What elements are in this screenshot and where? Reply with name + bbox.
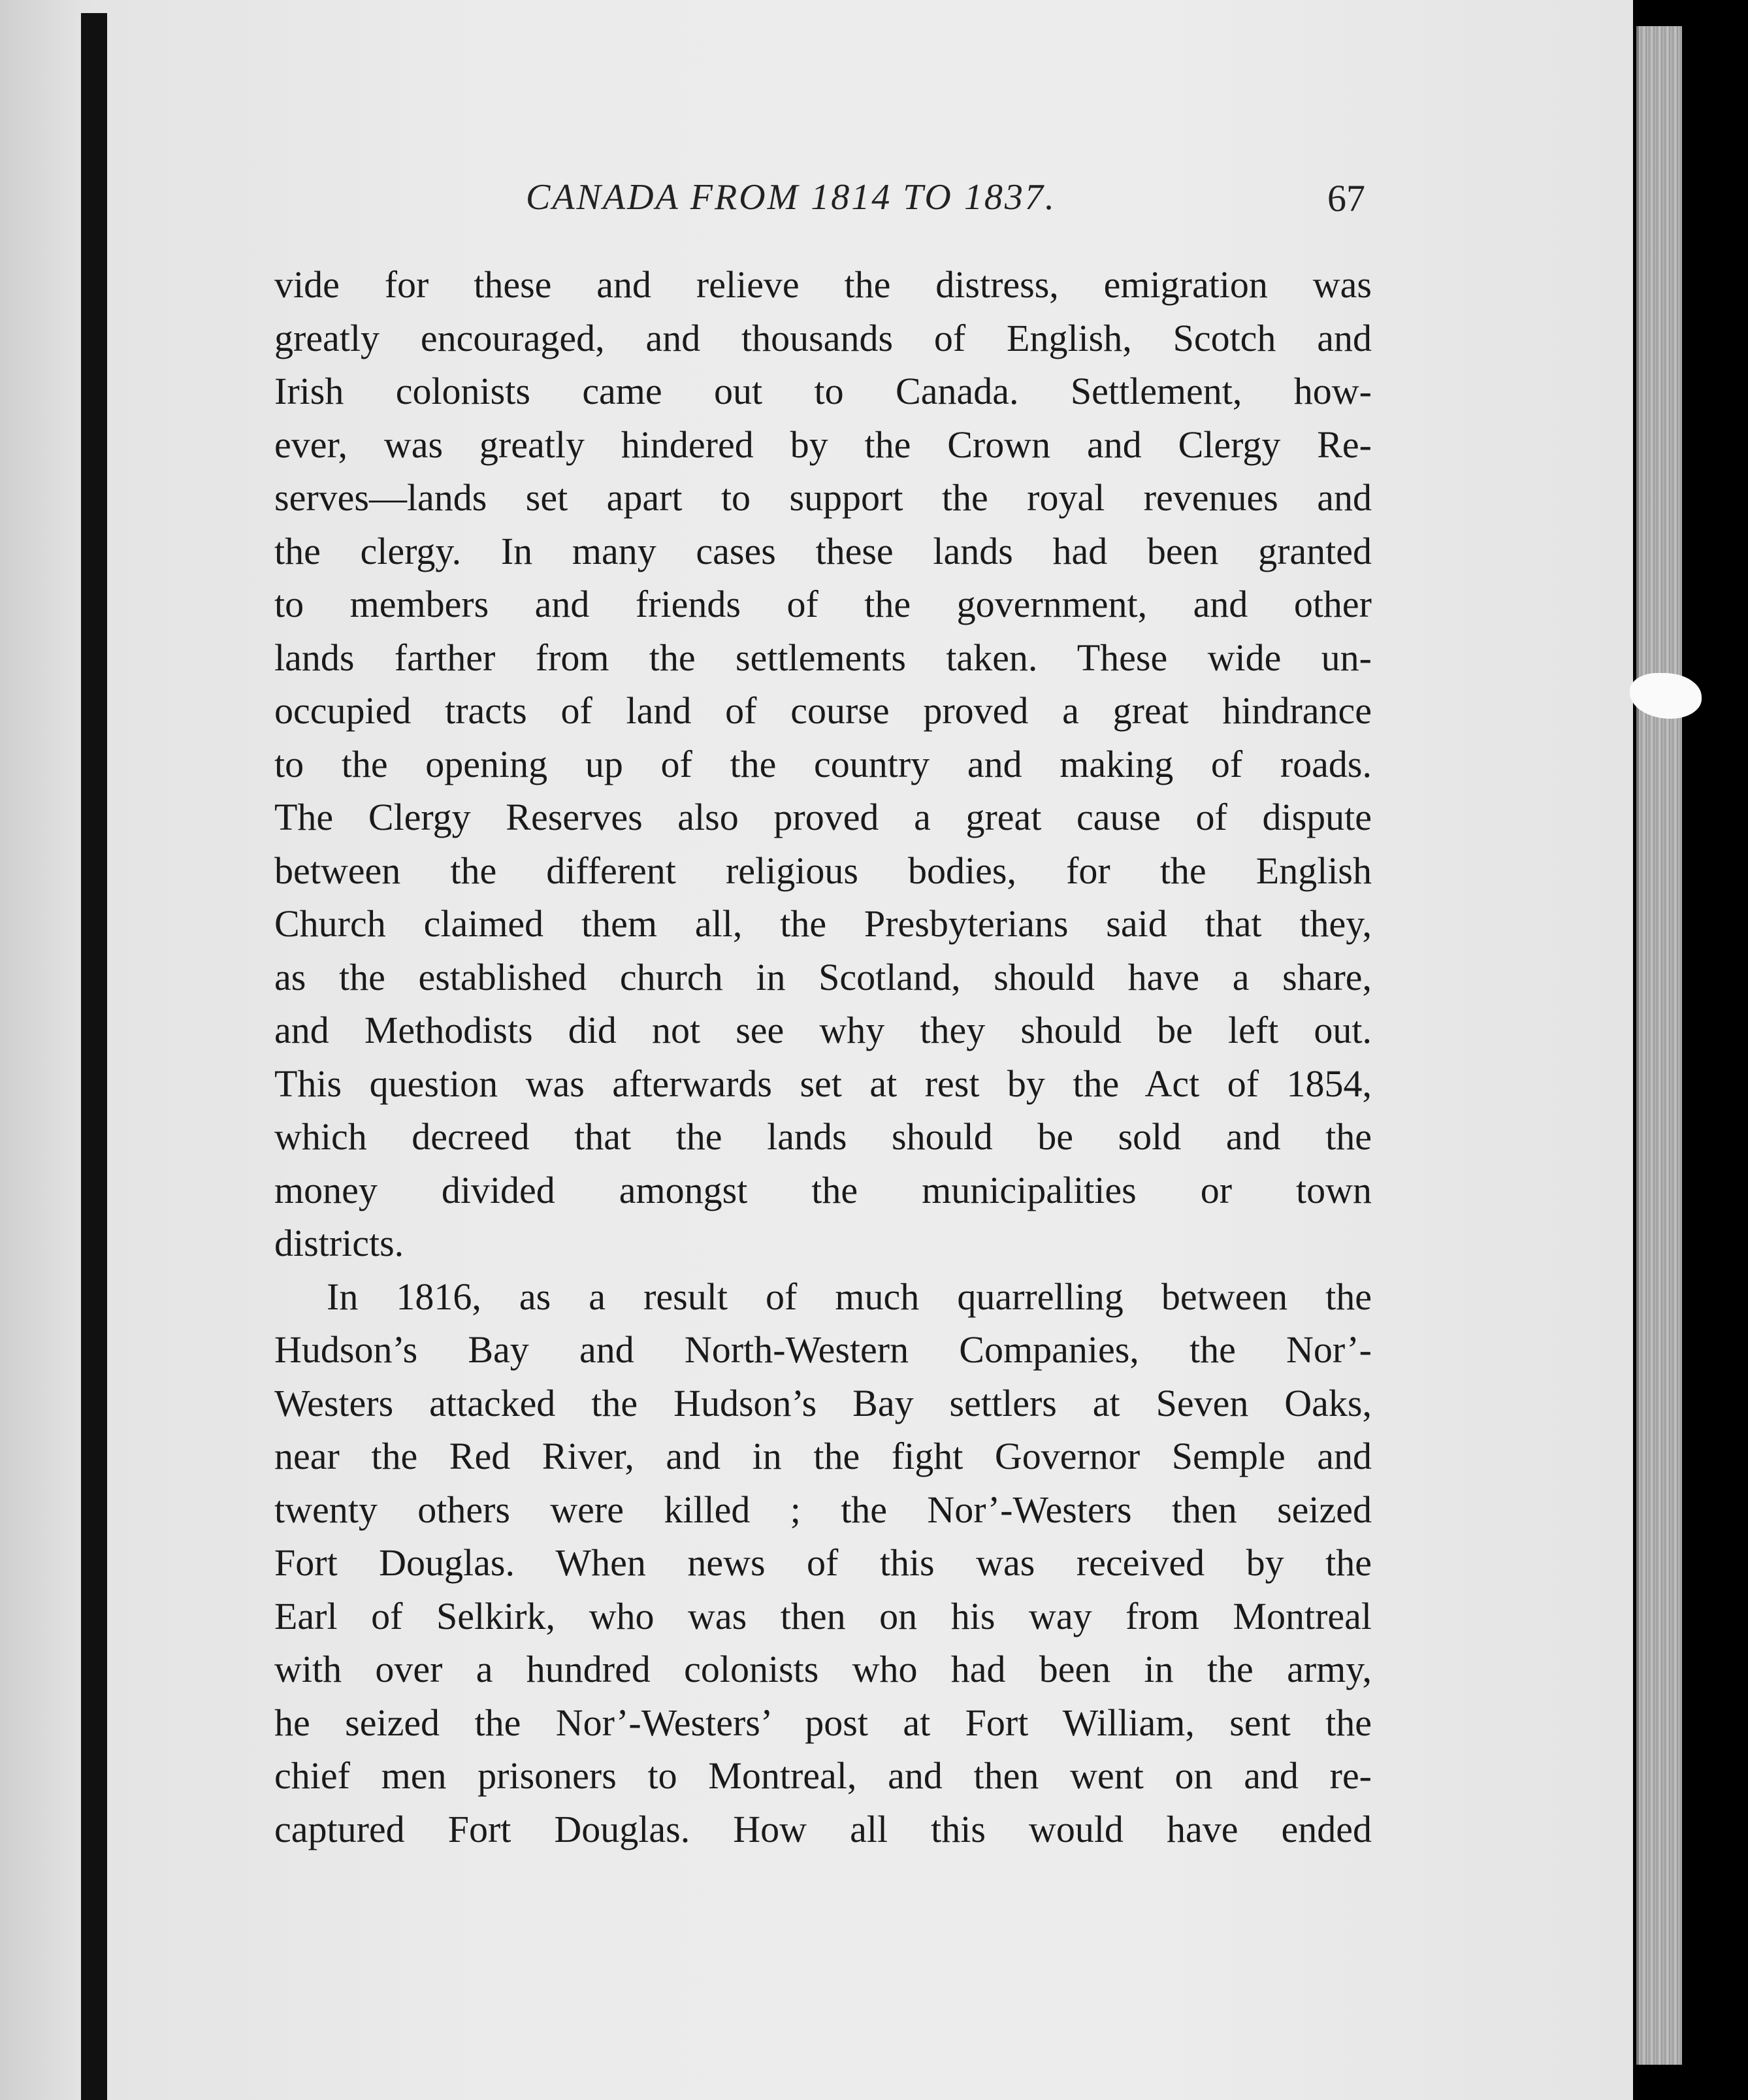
text-line: between the different religious bodies, for the English (274, 849, 1372, 892)
text-line: near the Red River, and in the fight Governor Semple and (274, 1435, 1372, 1477)
text-line: occupied tracts of land of course proved a great hindrance (274, 689, 1372, 732)
text-line: serves—lands set apart to support the royal revenues and (274, 476, 1372, 519)
gutter-shadow (81, 13, 107, 2100)
page-header (281, 176, 1365, 235)
text-line: greatly encouraged, and thousands of English, Scotch and (274, 316, 1372, 359)
text-line: This question was afterwards set at rest by the Act of 1854, (274, 1062, 1372, 1105)
text-line: Fort Douglas. When news of this was received by the (274, 1541, 1372, 1584)
text-line: districts. (274, 1222, 404, 1264)
text-line: The Clergy Reserves also proved a great cause of dispute (274, 796, 1372, 838)
paragraph-2 (274, 1270, 1372, 1856)
running-head: CANADA FROM 1814 TO 1837. (526, 177, 1056, 218)
text-line: to the opening up of the country and making of roads. (274, 742, 1372, 785)
text-line: captured Fort Douglas. How all this would have ended (274, 1807, 1372, 1850)
text-line: In 1816, as a result of much quarrelling between the (327, 1275, 1372, 1318)
text-line: as the established church in Scotland, should have a share, (274, 955, 1372, 998)
text-line: Westers attacked the Hudson’s Bay settlers at Seven Oaks, (274, 1381, 1372, 1424)
text-line: the clergy. In many cases these lands had been granted (274, 529, 1372, 572)
text-line: and Methodists did not see why they should be left out. (274, 1009, 1372, 1051)
text-line: lands farther from the settlements taken. These wide un- (274, 636, 1372, 679)
text-line: with over a hundred colonists who had been in the army, (274, 1648, 1372, 1690)
text-line: Hudson’s Bay and North-Western Companies, the Nor’- (274, 1328, 1372, 1371)
text-line: which decreed that the lands should be sold and the (274, 1115, 1372, 1158)
text-line: vide for these and relieve the distress, emigration was (274, 263, 1372, 306)
page-number: 67 (1327, 177, 1365, 220)
text-line: twenty others were killed ; the Nor’-Westers then seized (274, 1488, 1372, 1531)
text-line: to members and friends of the government, and other (274, 583, 1372, 625)
text-line: Church claimed them all, the Presbyterians said that they, (274, 902, 1372, 945)
binding-edge (0, 0, 78, 2100)
page-stack-edge (1636, 26, 1685, 2065)
scan-border (1682, 0, 1748, 2100)
text-line: chief men prisoners to Montreal, and then went on and re- (274, 1754, 1372, 1797)
text-line: Irish colonists came out to Canada. Settlement, how- (274, 370, 1372, 412)
body-text (274, 258, 1372, 1856)
text-line: he seized the Nor’-Westers’ post at Fort William, sent the (274, 1701, 1372, 1744)
paragraph-1 (274, 258, 1372, 1270)
text-line: ever, was greatly hindered by the Crown and Clergy Re- (274, 423, 1372, 466)
text-line: Earl of Selkirk, who was then on his way from Montreal (274, 1594, 1372, 1637)
text-line: money divided amongst the municipalities or town (274, 1168, 1372, 1211)
